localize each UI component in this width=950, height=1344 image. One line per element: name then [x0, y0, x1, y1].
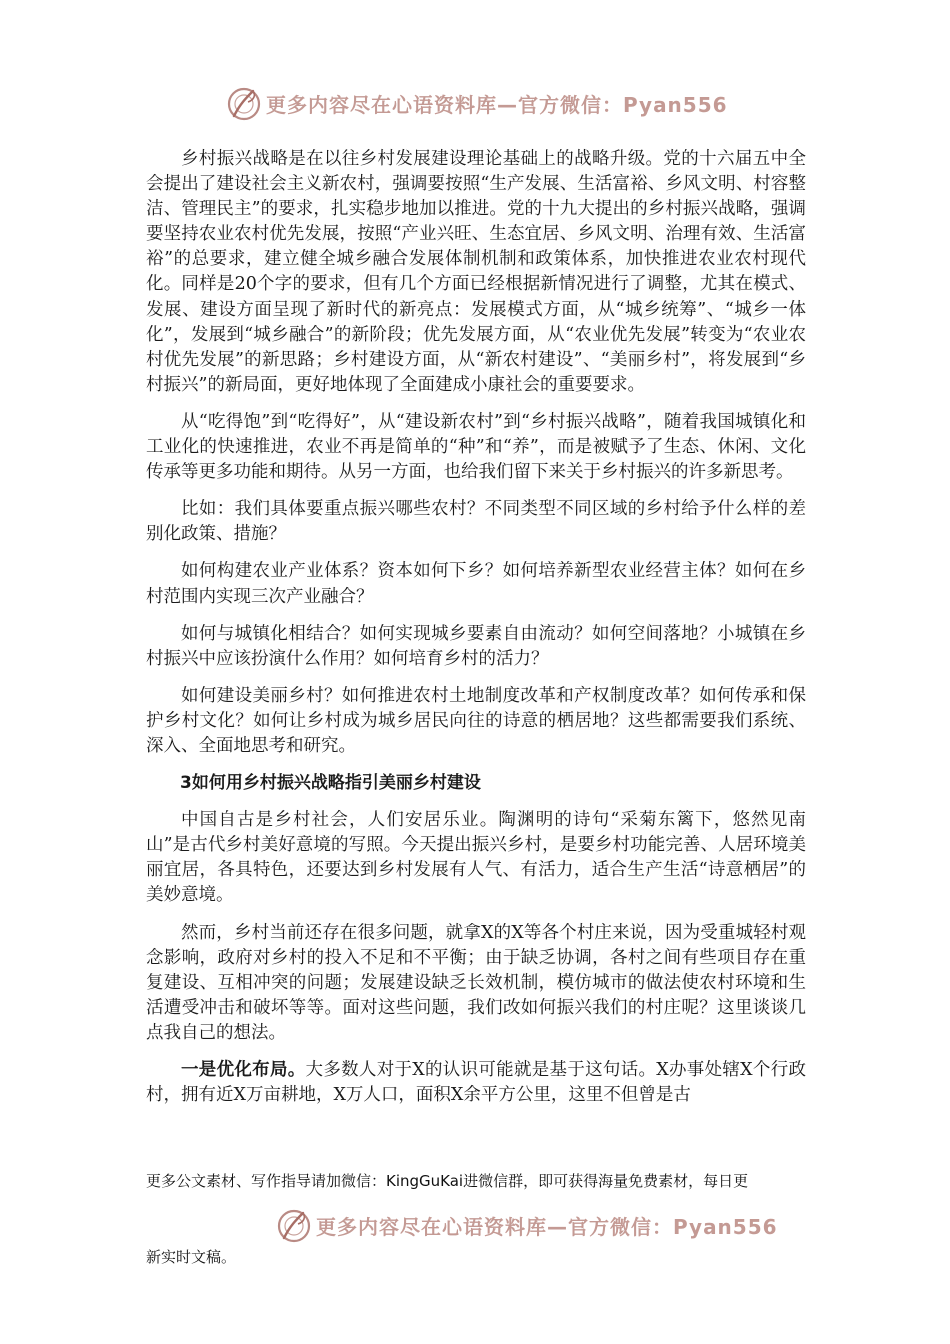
watermark-text: 更多内容尽在心语资料库—官方微信：Pyan556: [266, 93, 728, 117]
watermark-banner-bottom: [0, 1202, 950, 1252]
paragraph: 然而，乡村当前还存在很多问题，就拿X的X等各个村庄来说，因为受重城轻村观念影响，政府对乡村的投入不足和不平衡；由于缺乏协调，各村之间有些项目存在重复建设、互相冲突的问题；发展建设缺乏长效机制，模仿城市的做法使农村环境和生活遭受冲击和破坏等等。面对这些问题，我们改如何振兴我们的村庄呢？这里谈谈几点我自己的想法。: [146, 922, 806, 1043]
footer-note: 更多公文素材、写作指导请加微信：KingGuKai进微信群，即可获得海量免费素材，每日更: [146, 1172, 749, 1190]
watermark-banner-top: [0, 80, 950, 130]
paragraph: 乡村振兴战略是在以往乡村发展建设理论基础上的战略升级。党的十六届五中全会提出了建设社会主义新农村，强调要按照“生产发展、生活富裕、乡风文明、村容整洁、管理民主”的要求，扎实稳步地加以推进。党的十九大提出的乡村振兴战略，强调要坚持农业农村优先发展，按照“产业兴旺、生态宜居、乡风文明、治理有效、生活富裕”的总要求，建立健全城乡融合发展体制机制和政策体系，加快推进农业农村现代化。同样是20个字的要求，但有几个方面已经根据新情况进行了调整，尤其在模式、发展、建设方面呈现了新时代的新亮点：发展模式方面，从“城乡统筹”、“城乡一体化”，发展到“城乡融合”的新阶段；优先发展方面，从“农业优先发展”转变为“农业农村优先发展”的新思路；乡村建设方面，从“新农村建设”、“美丽乡村”，将发展到“乡村振兴”的新局面，更好地体现了全面建成小康社会的重要要求。: [146, 149, 806, 395]
paragraph: 如何与城镇化相结合？如何实现城乡要素自由流动？如何空间落地？小城镇在乡村振兴中应该扮演什么作用？如何培育乡村的活力？: [146, 623, 806, 669]
paragraph: 从“吃得饱”到“吃得好”，从“建设新农村”到“乡村振兴战略”，随着我国城镇化和工业化的快速推进，农业不再是简单的“种”和“养”，而是被赋予了生态、休闲、文化传承等更多功能和期待。从另一方面，也给我们留下来关于乡村振兴的许多新思考。: [146, 411, 806, 483]
paragraph-optimize-layout: [146, 1058, 806, 1108]
paragraph: 如何构建农业产业体系？资本如何下乡？如何培养新型农业经营主体？如何在乡村范围内实现三次产业融合？: [146, 561, 806, 607]
document-body: [146, 147, 806, 1120]
quill-logo-icon: [226, 86, 262, 122]
watermark-text: 更多内容尽在心语资料库—官方微信：Pyan556: [316, 1215, 778, 1239]
quill-logo-icon: [276, 1208, 312, 1244]
paragraph-lead: 一是优化布局。: [181, 1060, 306, 1080]
paragraph: 比如：我们具体要重点振兴哪些农村？不同类型不同区域的乡村给予什么样的差别化政策、措施？: [146, 499, 806, 545]
paragraph: 中国自古是乡村社会，人们安居乐业。陶渊明的诗句“采菊东篱下，悠然见南山”是古代乡村美好意境的写照。今天提出振兴乡村，是要乡村功能完善、人居环境美丽宜居，各具特色，还要达到乡村发展有人气、有活力，适合生产生活“诗意栖居”的美妙意境。: [146, 810, 806, 906]
paragraph-rest: 大多数人对于X的认识可能就是基于这句话。X办事处辖X个行政村，拥有近X万亩耕地，X万人口，面积X余平方公里，这里不但曾是古: [146, 1060, 807, 1106]
footer-note-continued: 新实时文稿。: [146, 1248, 237, 1266]
paragraph: 如何建设美丽乡村？如何推进农村土地制度改革和产权制度改革？如何传承和保护乡村文化？如何让乡村成为城乡居民向往的诗意的栖居地？这些都需要我们系统、深入、全面地思考和研究。: [146, 685, 806, 756]
section-heading: 3如何用乡村振兴战略指引美丽乡村建设: [180, 773, 481, 794]
